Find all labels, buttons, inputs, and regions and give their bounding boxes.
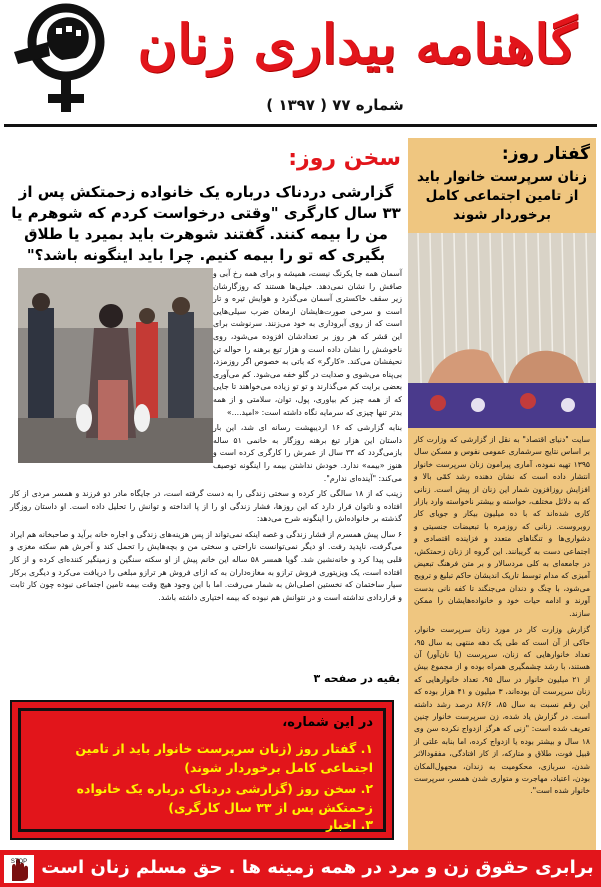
contents-heading: در این شماره، (282, 715, 373, 730)
footer-slogan: برابری حقوق زن و مرد در همه زمینه ها . حق مسلم زنان است (41, 857, 594, 878)
sidebar-article-body (414, 434, 590, 802)
masthead-title: گاهنامه بیداری زنان (137, 12, 577, 76)
sidebar-title: زنان سرپرست خانوار باید از تامین اجتماعی کامل برخوردار شوند (417, 169, 587, 223)
contents-item: ۱. گفتار روز (زنان سرپرست خانوار باید از تامین اجتماعی کامل برخوردار شوند) (75, 741, 373, 775)
main-article-body (10, 268, 402, 688)
venus-fist-logo (4, 2, 114, 120)
issue-contents-frame (18, 708, 386, 832)
issue-number: شماره ۷۷ ( ۱۳۹۷ ) (266, 96, 404, 114)
main-paragraph: ۶ سال پیش همسرم از فشار زندگی و غصه اینکه نمی‌تواند از پس هزینه‌های زندگی و اجاره خانه برآید و صاحبخانه هم ایراد می‌گرفت، ناپدید رفت. او دیگر نمی‌توانست ناراحتی و سختی من و بچه‌هایش را تحمل کند و آخرش هم سکته مغزی و قلبی پیدا کرد و خانه‌نشین شد. گویا همسر ۵۸ ساله این خانم پیش از او سکته سنگین و زمینگیر کننده‌ای کرده و از کار افتاده است، یک ویزیتوری فروش ترازو به مغازه‌داران به که ازای فروش هر ترازو مبلغی را دریافت می‌کرد و دیگری برکار سیار ساختمان که نخستین اصلی‌اش به شمار می‌رفت. اما با این وجود هیچ وقت بیمه تامین اجتماعی نبوده چون کار ثابت و قراردادی نداشته است و در نتوانش هم نبوده که بیمه اختیاری داشته باشد. (10, 529, 402, 602)
main-paragraph: زینب که از ۱۸ سالگی کار کرده و سختی زندگی را به دست گرفته است، در جایگاه مادر دو فرزند و همسر مردی از کار افتاده و ناتوان قرار دارد که این روزها، فشار زندگی او را از پا انداخته و توانش را تحلیل داده است. او داستان روزگار گذشته بر خانواده‌اش را اینگونه شرح می‌دهد: (10, 489, 403, 524)
street-market-photo (18, 268, 213, 463)
main-paragraph: بنابه گزارشی که ۱۶ اردیبهشت رسانه ای شد، این بار داستان این هزار تیغ برهنه روزگار به خانمی ۵۱ ساله بازمی‌گردد که ۳۳ سال از عمرش را کارگری کرده است و هنوز «بیمه» ندارد. خودش نداشتن بیمه را اینگونه توصیف می‌کند: "آینده‌ای ندارم". (213, 423, 403, 483)
stop-violence-badge (4, 855, 34, 883)
main-article-title: گزارشی دردناک درباره یک خانواده زحمتکش پس از ۳۳ سال کارگری "وقتی درخواست کردم که شوهرم یا من را بیمه کنند. گفتند شوهرت باید بمیرد یا طلاق بگیری که تو را بیمه کنیم. چرا باید اینگونه باشد؟" (11, 183, 401, 264)
sidebar-paragraph: سایت "دنیای اقتصاد" به نقل از گزارشی که وزارت کار بر اساس نتایج سرشماری عمومی نفوس و مسکن سال ۱۳۹۵ تهیه نموده، آماری پیرامون زنان سرپرست خانوار انتشار داده است که نشان دهنده رشد کمّی بالا و افزایش روزافزون شمار این زنان از پیش است. زنانی که به دلائل مختلف، خواسته و بیشتر ناخواسته وارد بازار کاری شده‌اند که با ده میلیون بیکار و جویای کار روبروست. زنانی که روزمره با تبعیضات جنسیتی و دشواری‌ها و تنگناهای متعدد و فزاینده اقتصادی و اجتماعی دست به گریبانند. این گروه از زنان زحمتکش، در جامعه‌ای به کلی مردسالار و بر متن فرهنگ تبعیض آمیزی که مدام توسط تاریک اندیشان حاکم تبلیغ و ترویج می‌شود، با چنگ و دندان می‌جنگند تا کفه نانی بدست آورند و ادامه حیات خود و خانواده‌هایشان را ممکن سازند. (414, 435, 590, 618)
issue-contents-box (10, 700, 394, 840)
header-divider (4, 124, 597, 127)
stop-badge-label: STOP (10, 859, 28, 865)
continued-notice: بقیه در صفحه ۳ (313, 672, 400, 685)
sidebar-heading: گفتار روز: (501, 144, 590, 164)
contents-item: ۳. اخبار (325, 817, 373, 832)
sidebar-paragraph: گزارش وزارت کار در مورد زنان سرپرست خانوار، حاکی از آن است که طی یک دهه منتهی به سال ۹۵، تعداد خانوارهایی که زنان، سرپرست (یا نان‌آور) آن هستند، با رشد چشمگیری همراه بوده و از مجموع بیش از ۲۱ میلیون خانوار در سال ۹۵، تعداد خانوارهایی که زنان سرپرست آن بوده‌اند، ۳ میلیون و ۴۱ هزار بوده که این رقم نسبت به سال ۸۵، ۸۶/۶ درصد رشد داشته است. در گزارش یاد شده، زن سرپرست خانوار چنین تعریف شده است: "زنی که هرگز ازدواج نکرده سن وی ۱۸ سال و بیشتر بوده یا ازدواج کرده، اما بنابه علتی از قبیل فوت، طلاق و متارکه، از کار افتادگی، مفقودالاثر شدن، سربازی، محکومیت به زندان، مجهول‌المکان بودن، اعتیاد، مهاجرت و متواری شدن همسر، سرپرست خانوار شده است". (414, 625, 590, 796)
main-paragraph: آسمان همه جا یکرنگ نیست، همیشه و برای همه رخ آبی و صافش را نشان نمی‌دهد. خیلی‌ها هستند که روزگارشان زیر سقف خاکستری آسمان می‌گذرد و هوایش تیره و تار است و سرخی صورت‌هایشان ارمغان ضرب سیلی‌هایی است که از روی آبروداری به خود می‌زنند. سرنوشت برای این قشر که هر روز بر تعدادشان افزوده می‌شود، روی ناخوشش را نشان داده است و هزار تیغ برهنه را حواله تن نحیفشان می‌کند. «کارگر» که باتی به خصوص اگر روزمزد، بی‌پناه می‌شوی و صدایت در گلو خفه می‌شود. کم می‌آوری بعضی برایت کم می‌گذارند و تو تو زیاده می‌خواهند تا جایی که از همه چیز کم بیاوری، پول، توان، سلامتی و از همه بدتر تنها چیزی که سرمایه نگاه داشته است: «امید....» (213, 269, 402, 417)
main-article-heading: سخن روز: (288, 146, 401, 171)
weaving-hands-photo (408, 233, 596, 428)
editorial-sidebar (408, 138, 596, 850)
contents-item: ۲. سخن روز (گزارشی دردناک درباره یک خانواده زحمتکش پس از ۳۳ سال کارگری) (76, 781, 373, 815)
